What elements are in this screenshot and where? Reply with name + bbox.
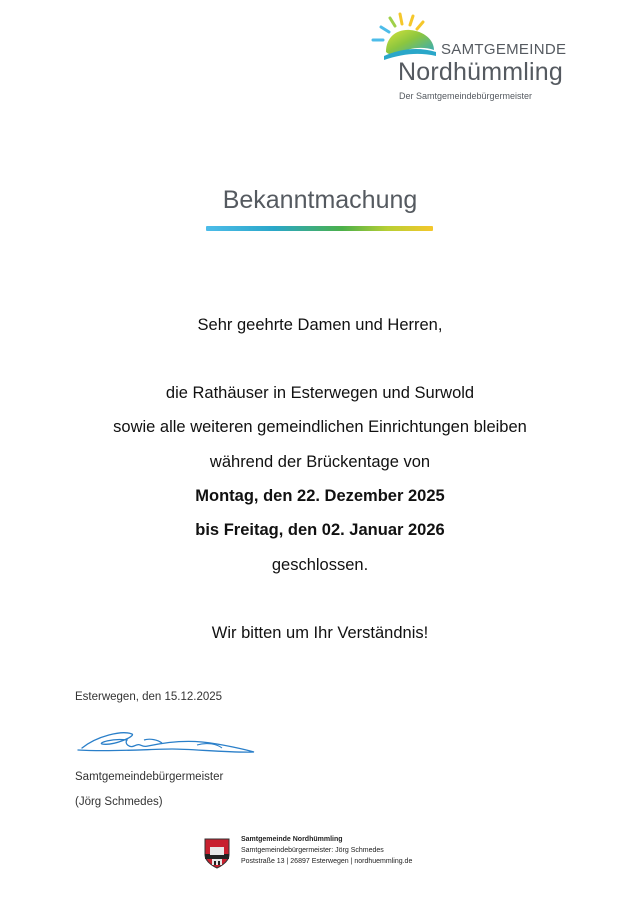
body-line-2: sowie alle weiteren gemeindlichen Einrichtungen bleiben [113, 418, 527, 436]
samtgemeinde-logo [368, 10, 578, 105]
body-line-4: geschlossen. [271, 556, 369, 574]
footer-address: Poststraße 13 | 26897 Esterwegen | nordhuemmling.de [241, 858, 413, 865]
closing-date-to: bis Freitag, den 02. Januar 2026 [195, 521, 445, 539]
closing-line: Wir bitten um Ihr Verständnis! [211, 624, 429, 642]
closing-date-from: Montag, den 22. Dezember 2025 [195, 487, 445, 505]
logo-sub-text: Der Samtgemeindebürgermeister [399, 91, 533, 101]
signer-role: Samtgemeindebürgermeister [75, 771, 224, 783]
body-line-3: während der Brückentage von [209, 453, 431, 471]
handwritten-signature [72, 718, 262, 763]
footer-mayor: Samtgemeindebürgermeister: Jörg Schmedes [241, 847, 384, 854]
salutation: Sehr geehrte Damen und Herren, [197, 316, 443, 334]
body-line-1: die Rathäuser in Esterwegen und Surwold [165, 384, 475, 402]
page-title: Bekanntmachung [222, 186, 418, 214]
signer-name: (Jörg Schmedes) [75, 796, 163, 808]
footer-org: Samtgemeinde Nordhümmling [241, 836, 343, 843]
place-date: Esterwegen, den 15.12.2025 [75, 691, 223, 703]
logo-main-text: Nordhümmling [398, 58, 563, 86]
coat-of-arms-icon [203, 837, 231, 869]
heading-gradient-rule [206, 226, 433, 231]
logo-top-text: SAMTGEMEINDE [441, 41, 567, 58]
